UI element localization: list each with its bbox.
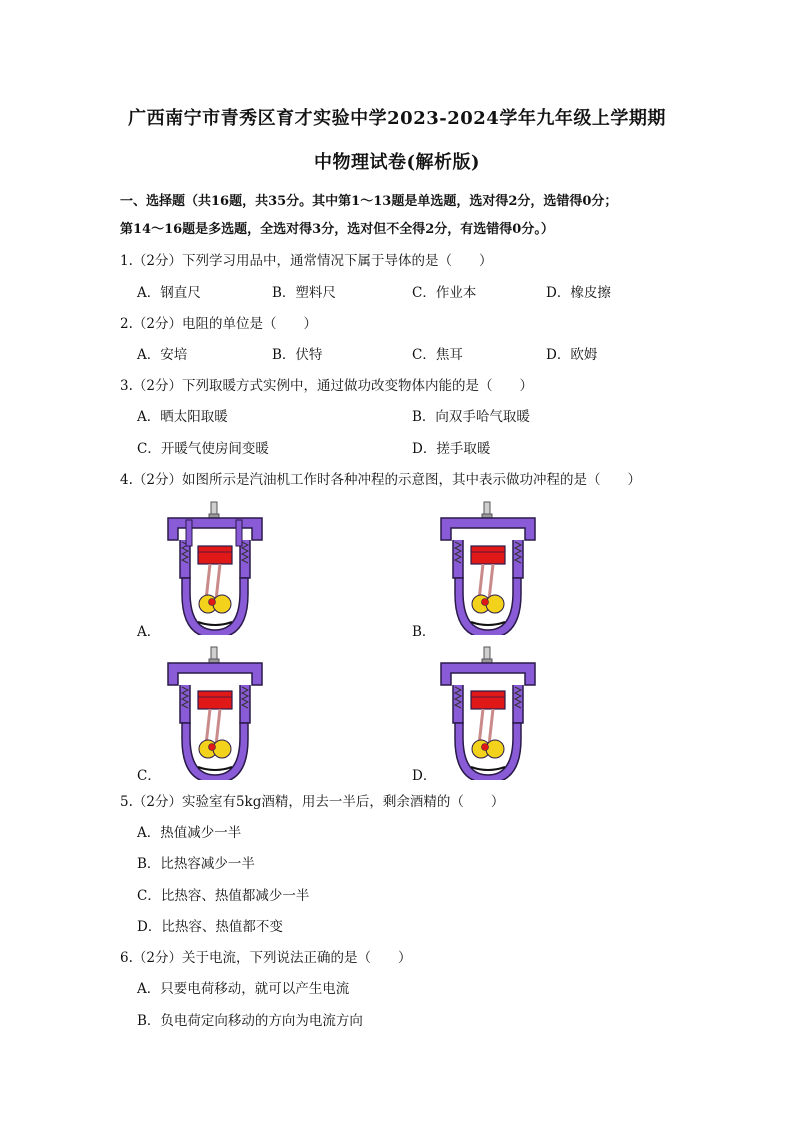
question-6-option-b: B．负电荷定向移动的方向为电流方向 (137, 1013, 363, 1029)
question-4-option-a: A． (137, 624, 161, 640)
section-header-line1: 一、选择题（共16题，共35分。其中第1～13题是单选题，选对得2分，选错得0分； (120, 194, 618, 209)
question-4-stem: 4.（2分）如图所示是汽油机工作时各种冲程的示意图，其中表示做功冲程的是（ ） (120, 472, 641, 488)
question-2-stem: 2.（2分）电阻的单位是（ ） (120, 316, 317, 332)
question-5-option-c: C．比热容、热值都减少一半 (137, 888, 310, 904)
engine-diagram-a (160, 500, 270, 635)
question-6-stem: 6.（2分）关于电流，下列说法正确的是（ ） (120, 950, 412, 966)
question-3-option-b: B．向双手哈气取暖 (412, 409, 530, 425)
question-5-option-d: D．比热容、热值都不变 (137, 919, 283, 935)
question-2-option-b: B．伏特 (272, 347, 323, 363)
question-3-option-a: A．晒太阳取暖 (137, 409, 228, 425)
question-3-option-d: D．搓手取暖 (412, 441, 491, 457)
question-5-option-b: B．比热容减少一半 (137, 856, 255, 872)
question-3-stem: 3.（2分）下列取暖方式实例中，通过做功改变物体内能的是（ ） (120, 378, 533, 394)
engine-diagram-c (160, 645, 270, 780)
question-4-option-c: C． (137, 768, 161, 784)
question-1-option-d: D．橡皮擦 (546, 285, 611, 301)
question-2-option-c: C．焦耳 (412, 347, 463, 363)
section-header-line2: 第14～16题是多选题，全选对得3分，选对但不全得2分，有选错得0分。） (120, 222, 554, 237)
page-title-line2: 中物理试卷(解析版) (313, 152, 481, 173)
question-1-option-b: B．塑料尺 (272, 285, 336, 301)
question-6-option-a: A．只要电荷移动，就可以产生电流 (137, 981, 350, 997)
question-5-stem: 5.（2分）实验室有5kg酒精，用去一半后，剩余酒精的（ ） (120, 794, 505, 810)
question-2-option-d: D．欧姆 (546, 347, 598, 363)
question-1-stem: 1.（2分）下列学习用品中，通常情况下属于导体的是（ ） (120, 253, 493, 269)
question-1-option-a: A．钢直尺 (137, 285, 201, 301)
question-5-option-a: A．热值减少一半 (137, 825, 242, 841)
question-1-option-c: C．作业本 (412, 285, 477, 301)
engine-diagram-b (433, 500, 543, 635)
engine-diagram-d (433, 645, 543, 780)
question-4-option-d: D． (412, 768, 437, 784)
question-3-option-c: C．开暖气使房间变暖 (137, 441, 269, 457)
question-2-option-a: A．安培 (137, 347, 188, 363)
question-4-option-b: B． (412, 624, 436, 640)
page-title-line1: 广西南宁市青秀区育才实验中学2023-2024学年九年级上学期期 (128, 108, 666, 129)
